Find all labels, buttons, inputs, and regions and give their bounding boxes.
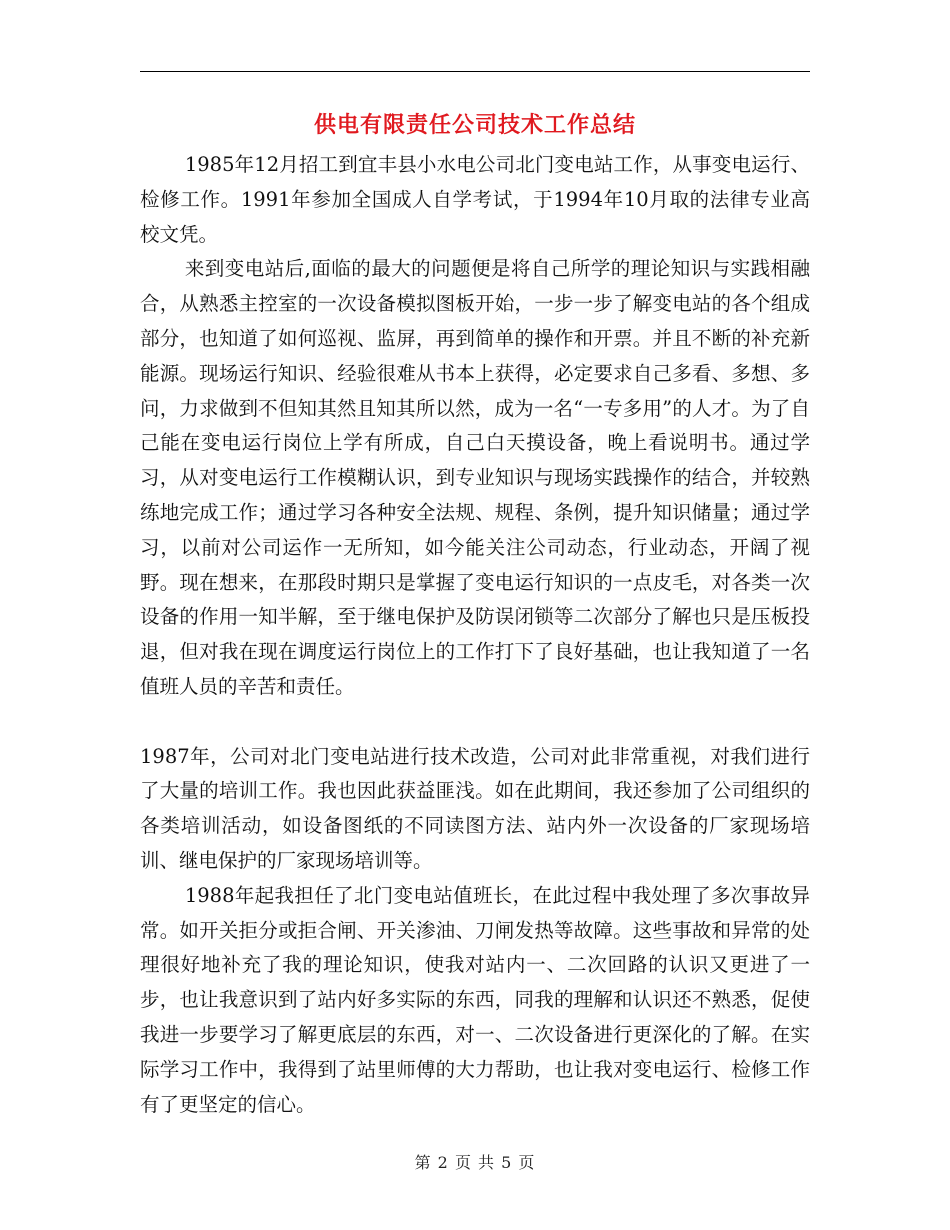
document-body [140,148,810,1122]
paragraph-2: 来到变电站后,面临的最大的问题便是将自己所学的理论知识与实践相融合，从熟悉主控室的一次设备模拟图板开始，一步一步了解变电站的各个组成部分，也知道了如何巡视、监屏，再到简单的操作和开票。并且不断的补充新能源。现场运行知识、经验很难从书本上获得，必定要求自己多看、多想、多问，力求做到不但知其然且知其所以然，成为一名“一专多用”的人才。为了自己能在变电运行岗位上学有所成，自己白天摸设备，晚上看说明书。通过学习，从对变电运行工作模糊认识，到专业知识与现场实践操作的结合，并较熟练地完成工作；通过学习各种安全法规、规程、条例，提升知识储量；通过学习，以前对公司运作一无所知，如今能关注公司动态，行业动态，开阔了视野。现在想来，在那段时期只是掌握了变电运行知识的一点皮毛，对各类一次设备的作用一知半解，至于继电保护及防误闭锁等二次部分了解也只是压板投退，但对我在现在调度运行岗位上的工作打下了良好基础，也让我知道了一名值班人员的辛苦和责任。 [140,257,810,698]
document-title: 供电有限责任公司技术工作总结 [313,112,636,138]
paragraph-gap [140,705,810,740]
header-rule [140,71,810,72]
paragraph-1: 1985年12月招工到宜丰县小水电公司北门变电站工作，从事变电运行、检修工作。1991年参加全国成人自学考试，于1994年10月取的法律专业高校文凭。 [140,153,810,246]
paragraph-4: 1988年起我担任了北门变电站值班长，在此过程中我处理了多次事故异常。如开关拒分或拒合闸、开关渗油、刀闸发热等故障。这些事故和异常的处理很好地补充了我的理论知识，使我对站内一、二次回路的认识又更进了一步，也让我意识到了站内好多实际的东西，同我的理解和认识还不熟悉，促使我进一步要学习了解更底层的东西，对一、二次设备进行更深化的了解。在实际学习工作中，我得到了站里师傅的大力帮助，也让我对变电运行、检修工作有了更坚定的信心。 [140,883,810,1116]
page-number-footer: 第 2 页 共 5 页 [414,1153,536,1172]
paragraph-3: 1987年，公司对北门变电站进行技术改造，公司对此非常重视，对我们进行了大量的培训工作。我也因此获益匪浅。如在此期间，我还参加了公司组织的各类培训活动，如设备图纸的不同读图方法、站内外一次设备的厂家现场培训、继电保护的厂家现场培训等。 [140,744,810,872]
